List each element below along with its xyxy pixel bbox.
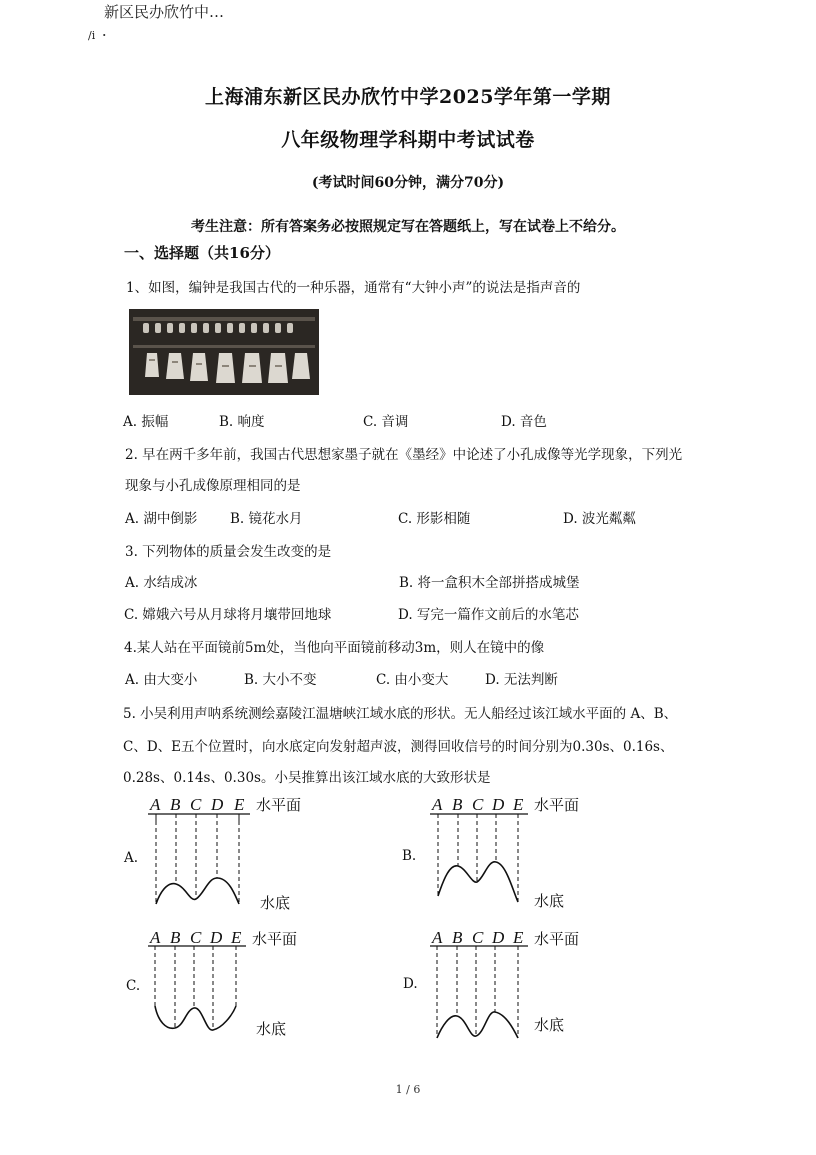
point-c-label: C <box>472 795 484 814</box>
q4-option-a: A. 由大变小 <box>125 672 198 688</box>
q1-option-d: D. 音色 <box>501 414 547 430</box>
surface-label: 水平面 <box>534 930 580 948</box>
question-2-line2: 现象与小孔成像原理相同的是 <box>125 478 301 494</box>
bianzhong-photo <box>129 309 319 395</box>
q2-option-c: C. 形影相随 <box>398 511 471 527</box>
exam-title-line2: 八年级物理学科期中考试试卷 <box>281 129 535 151</box>
point-a-label: A <box>432 795 443 814</box>
exam-notice: 考生注意：所有答案务必按照规定写在答题纸上，写在试卷上不给分。 <box>191 219 625 235</box>
q4-option-c: C. 由小变大 <box>376 672 449 688</box>
q4-option-b: B. 大小不变 <box>244 672 317 688</box>
q1-option-a: A. 振幅 <box>123 414 169 430</box>
surface-label: 水平面 <box>256 796 302 814</box>
point-b-label: B <box>170 928 181 947</box>
question-5-line2: C、D、E五个位置时，向水底定向发射超声波，测得回收信号的时间分别为0.30s、0.16s、 <box>123 739 674 755</box>
q5-option-label-a: A. <box>124 850 139 866</box>
header-fragment-2: /i ・ <box>88 29 110 42</box>
question-4-text: 4.某人站在平面镜前5m处，当他向平面镜前移动3m，则人在镜中的像 <box>124 640 545 656</box>
point-c-label: C <box>472 928 484 947</box>
point-d-label: D <box>492 928 505 947</box>
point-e-label: E <box>513 795 524 814</box>
q1-option-c: C. 音调 <box>363 414 409 430</box>
q5-option-label-b: B. <box>402 848 417 864</box>
page-number: 1 / 6 <box>395 1083 421 1096</box>
section-choice-heading: 一、选择题（共16分） <box>124 244 280 262</box>
point-d-label: D <box>492 795 505 814</box>
question-5-line1: 5. 小吴利用声呐系统测绘嘉陵江温塘峡江域水底的形状。无人船经过该江域水平面的 A、B、 <box>123 706 678 722</box>
bottom-label: 水底 <box>534 1016 565 1034</box>
q3-option-a: A. 水结成冰 <box>125 575 198 591</box>
point-e-label: E <box>231 928 242 947</box>
q5-option-label-c: C. <box>126 978 141 994</box>
exam-info: (考试时间60分钟，满分70分) <box>311 175 505 191</box>
q2-option-d: D. 波光粼粼 <box>563 511 636 527</box>
question-5-line3: 0.28s、0.14s、0.30s。小吴推算出该江域水底的大致形状是 <box>123 770 491 786</box>
point-d-label: D <box>211 795 224 814</box>
bottom-label: 水底 <box>534 892 565 910</box>
question-3-text: 3. 下列物体的质量会发生改变的是 <box>125 544 332 560</box>
q2-option-b: B. 镜花水月 <box>230 511 303 527</box>
q3-option-b: B. 将一盒积木全部拼搭成城堡 <box>399 575 580 591</box>
q2-option-a: A. 湖中倒影 <box>125 511 198 527</box>
header-fragment: 新区民办欣竹中… <box>104 3 225 21</box>
q5-option-label-d: D. <box>403 976 418 992</box>
q4-option-d: D. 无法判断 <box>485 672 558 688</box>
point-a-label: A <box>150 928 161 947</box>
point-b-label: B <box>170 795 181 814</box>
bells-icon <box>129 309 319 395</box>
point-a-label: A <box>432 928 443 947</box>
bottom-label: 水底 <box>260 894 291 912</box>
question-1-text: 1、如图，编钟是我国古代的一种乐器，通常有“大钟小声”的说法是指声音的 <box>126 280 581 296</box>
bottom-label: 水底 <box>256 1020 287 1038</box>
point-b-label: B <box>452 928 463 947</box>
point-c-label: C <box>190 795 202 814</box>
point-e-label: E <box>513 928 524 947</box>
q3-option-d: D. 写完一篇作文前后的水笔芯 <box>398 607 579 623</box>
q1-option-b: B. 响度 <box>219 414 265 430</box>
point-e-label: E <box>234 795 245 814</box>
point-d-label: D <box>210 928 223 947</box>
surface-label: 水平面 <box>534 796 580 814</box>
point-b-label: B <box>452 795 463 814</box>
riverbed-diagram-b <box>422 792 602 922</box>
point-c-label: C <box>190 928 202 947</box>
riverbed-diagram-c <box>140 926 320 1056</box>
surface-label: 水平面 <box>252 930 298 948</box>
q3-option-c: C. 嫦娥六号从月球将月壤带回地球 <box>124 607 332 623</box>
riverbed-diagram-d <box>422 926 602 1056</box>
question-2-line1: 2. 早在两千多年前，我国古代思想家墨子就在《墨经》中论述了小孔成像等光学现象，下列光 <box>125 447 683 463</box>
riverbed-diagram-a <box>140 792 320 922</box>
point-a-label: A <box>150 795 161 814</box>
exam-title-line1: 上海浦东新区民办欣竹中学2025学年第一学期 <box>205 86 611 108</box>
